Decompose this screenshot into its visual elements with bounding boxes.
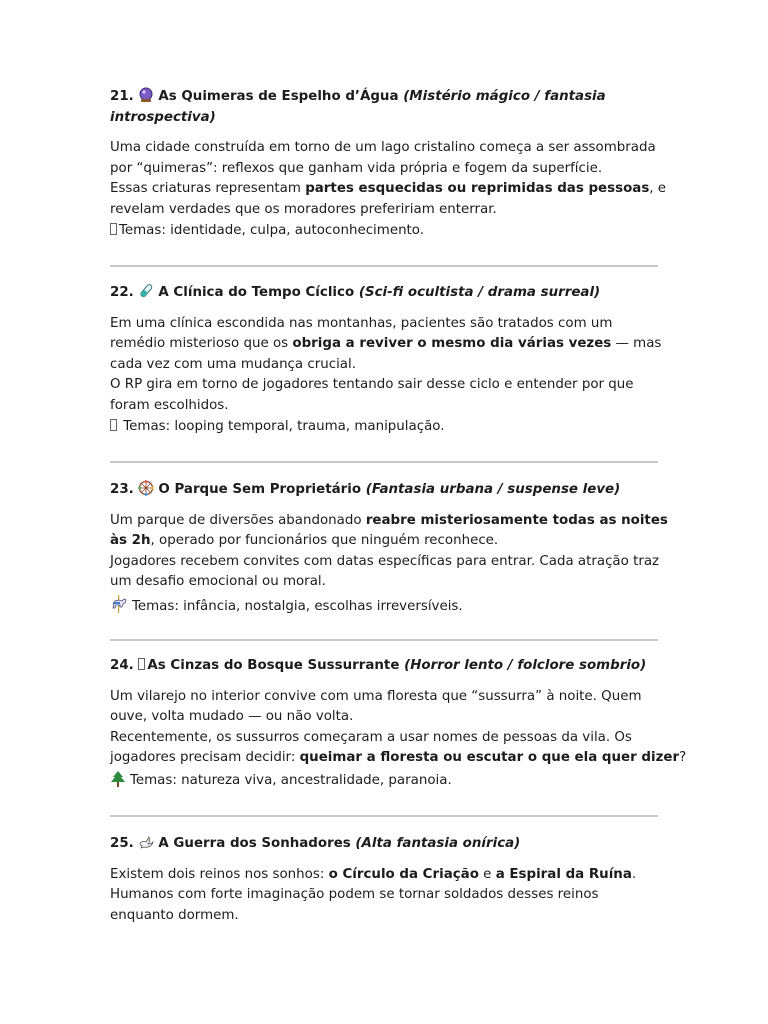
emphasis-text: às 2h <box>110 533 151 549</box>
section-divider <box>110 265 658 267</box>
test-tube-icon <box>138 283 154 299</box>
body-line: ouve, volta mudado — ou não volta. <box>110 709 354 725</box>
section-title: A Clínica do Tempo Cíclico <box>158 285 355 300</box>
section-number: 22. <box>110 285 134 300</box>
section-number: 23. <box>110 482 134 497</box>
section-25 <box>110 834 658 926</box>
body-text: , e <box>649 181 667 197</box>
section-number: 24. <box>110 658 134 673</box>
body-text: Essas criaturas representam <box>110 181 306 197</box>
body-line: foram escolhidos. <box>110 397 229 413</box>
body-line: cada vez com uma mudança crucial. <box>110 356 356 372</box>
section-genre: (Sci-fi ocultista / drama surreal) <box>358 285 601 300</box>
body-line: Humanos com forte imaginação podem se tornar soldados desses reinos <box>110 887 599 903</box>
section-genre: (Horror lento / folclore sombrio) <box>404 658 647 673</box>
section-24 <box>110 656 687 792</box>
section-heading <box>110 480 658 501</box>
body-text: jogadores precisam decidir: <box>110 750 300 766</box>
emphasis-text: reabre misteriosamente todas as noites <box>365 512 668 528</box>
section-heading <box>110 656 658 677</box>
section-23 <box>110 480 668 618</box>
section-divider <box>110 461 658 463</box>
section-title: As Cinzas do Bosque Sussurrante <box>147 658 400 673</box>
emphasis-text: obriga a reviver o mesmo dia várias vezes <box>292 336 612 352</box>
section-heading <box>110 834 658 855</box>
carousel-horse-icon <box>110 595 128 613</box>
body-line: revelam verdades que os moradores prefeririam enterrar. <box>110 201 497 217</box>
emphasis-text: queimar a floresta ou escutar o que ela quer dizer <box>299 750 680 766</box>
section-21 <box>110 87 667 241</box>
evergreen-tree-icon <box>110 771 126 787</box>
emphasis-text: o Círculo da Criação <box>328 866 479 882</box>
body-line <box>110 179 667 200</box>
section-body <box>110 511 668 618</box>
section-title: O Parque Sem Proprietário <box>158 482 362 497</box>
section-body <box>110 865 658 927</box>
body-line: um desafio emocional ou moral. <box>110 574 326 590</box>
section-genre-continued: introspectiva) <box>110 109 216 125</box>
body-text: , operado por funcionários que ninguém reconhece. <box>150 533 499 549</box>
section-number: 21. <box>110 89 134 104</box>
section-genre: (Mistério mágico / fantasia <box>403 89 606 104</box>
body-line: Recentemente, os sussurros começaram a usar nomes de pessoas da vila. Os <box>110 729 632 745</box>
body-text: e <box>478 866 496 882</box>
body-text: Um parque de diversões abandonado <box>110 512 366 528</box>
section-title: As Quimeras de Espelho d’Água <box>158 89 399 104</box>
themes-text: Temas: looping temporal, trauma, manipulação. <box>119 418 445 434</box>
section-body <box>110 314 662 438</box>
body-line <box>110 334 662 355</box>
section-body <box>110 687 687 792</box>
body-text: — mas <box>611 336 662 352</box>
emphasis-text: a Espiral da Ruína <box>495 866 632 882</box>
section-heading <box>110 87 658 128</box>
body-line <box>110 748 687 769</box>
missing-glyph-icon <box>110 419 117 431</box>
body-text: . <box>631 866 637 882</box>
body-line: por “quimeras”: reflexos que ganham vida própria e fogem da superfície. <box>110 160 603 176</box>
body-line <box>110 531 658 552</box>
body-text: Existem dois reinos nos sonhos: <box>110 866 329 882</box>
section-body <box>110 138 667 241</box>
section-22 <box>110 283 662 437</box>
body-line: Um vilarejo no interior convive com uma floresta que “sussurra” à noite. Quem <box>110 688 642 704</box>
body-line <box>110 865 658 886</box>
body-line: O RP gira em torno de jogadores tentando sair desse ciclo e entender por que <box>110 377 634 393</box>
themes-line <box>110 417 658 438</box>
dove-icon <box>138 834 154 850</box>
body-line: Uma cidade construída em torno de um lago cristalino começa a ser assombrada <box>110 140 656 156</box>
body-line: Jogadores recebem convites com datas específicas para entrar. Cada atração traz <box>110 553 660 569</box>
themes-line <box>110 595 658 618</box>
section-heading <box>110 283 658 304</box>
themes-line <box>110 771 658 792</box>
section-divider <box>110 815 658 817</box>
body-text: ? <box>679 750 687 766</box>
body-text: remédio misterioso que os <box>110 336 293 352</box>
crystal-ball-icon <box>138 87 154 103</box>
section-genre: (Alta fantasia onírica) <box>355 836 521 851</box>
body-line: enquanto dormem. <box>110 907 239 923</box>
ferris-wheel-icon <box>138 480 154 496</box>
emphasis-text: partes esquecidas ou reprimidas das pessoas <box>305 181 650 197</box>
themes-text: Temas: identidade, culpa, autoconhecimento. <box>119 222 425 238</box>
section-title: A Guerra dos Sonhadores <box>158 836 351 851</box>
body-line <box>110 511 668 532</box>
themes-text: Temas: natureza viva, ancestralidade, paranoia. <box>130 772 452 788</box>
section-genre: (Fantasia urbana / suspense leve) <box>365 482 621 497</box>
section-divider <box>110 639 658 641</box>
missing-glyph-icon <box>138 658 145 670</box>
section-number: 25. <box>110 836 134 851</box>
body-line: Em uma clínica escondida nas montanhas, pacientes são tratados com um <box>110 315 613 331</box>
missing-glyph-icon <box>110 223 117 235</box>
themes-text: Temas: infância, nostalgia, escolhas irreversíveis. <box>132 598 463 614</box>
themes-line <box>110 221 658 242</box>
